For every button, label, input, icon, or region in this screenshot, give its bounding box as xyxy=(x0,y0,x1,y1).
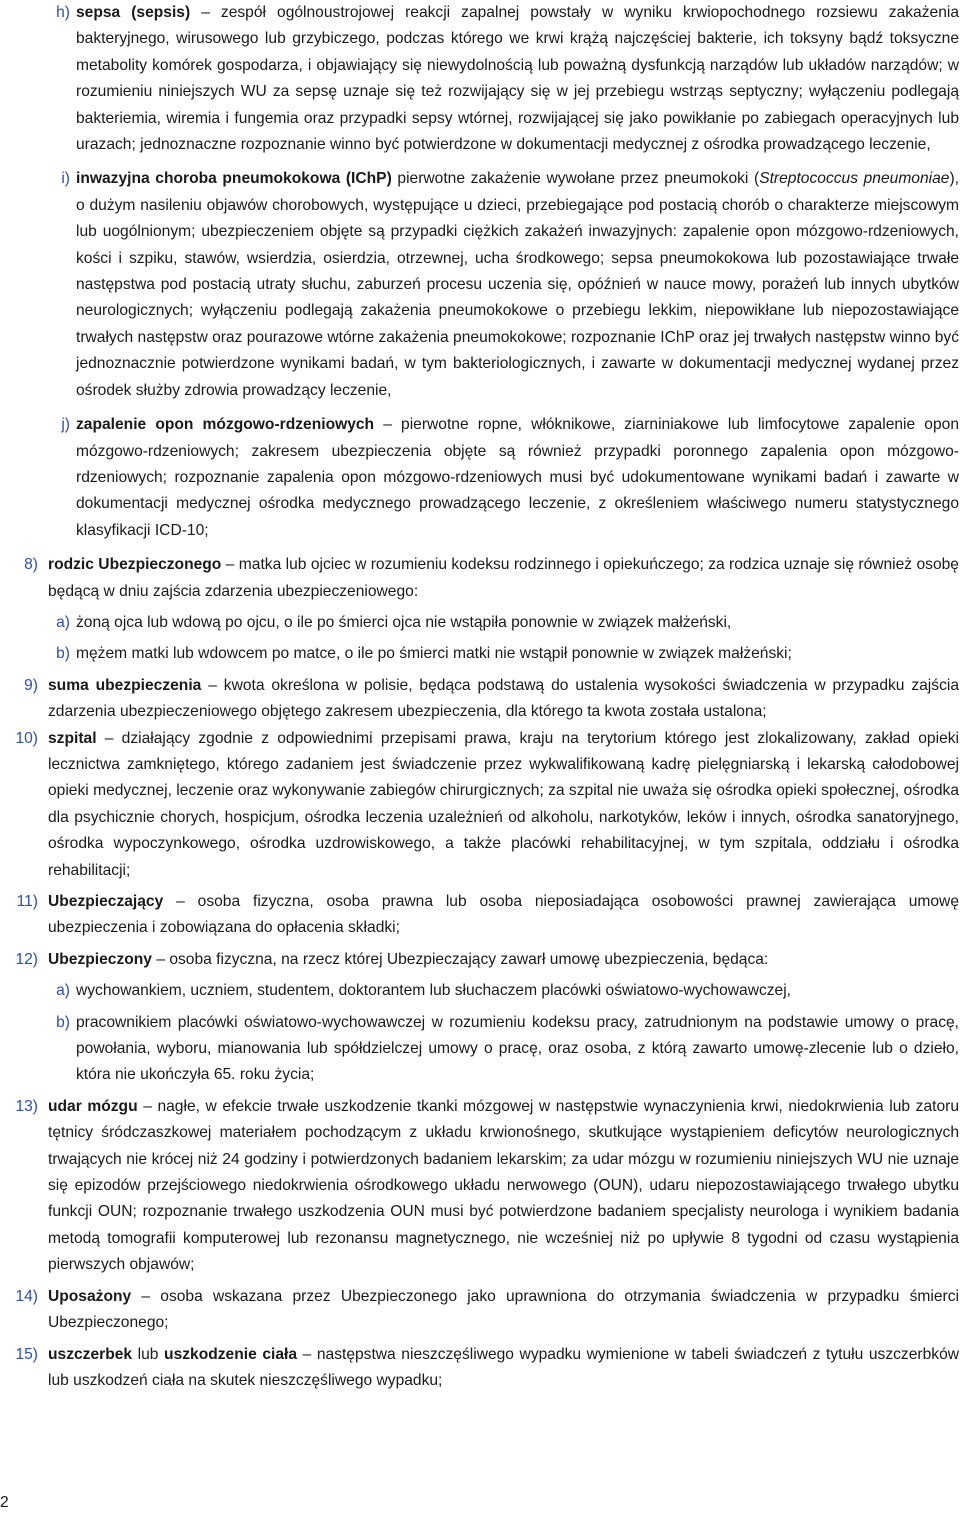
item-label: a) xyxy=(56,613,70,631)
definition-sum-insured xyxy=(24,673,959,726)
term-sum-insured: suma ubezpieczenia xyxy=(48,676,202,694)
term-beneficiary: Uposażony xyxy=(48,1287,132,1305)
connector-text: lub xyxy=(132,1345,165,1363)
definition-policyholder xyxy=(16,889,959,942)
definition-text: – osoba fizyczna, na rzecz której Ubezpieczający zawarł umowę ubezpieczenia, będąca: xyxy=(151,950,769,968)
term-insured: Ubezpieczony xyxy=(48,950,152,968)
term-sepsis: sepsa (sepsis) xyxy=(76,4,191,21)
item-label: i) xyxy=(61,170,70,188)
latin-name: Streptococcus pneumoniae xyxy=(759,170,950,188)
item-number: 8) xyxy=(24,556,38,574)
definition-insured xyxy=(15,947,959,973)
sub-item-text: mężem matki lub wdowcem po matce, o ile po śmierci matki nie wstąpił ponownie w związek małżeński; xyxy=(76,645,792,663)
definition-injury xyxy=(15,1342,959,1395)
definition-parent xyxy=(24,552,959,605)
term-ichp: inwazyjna choroba pneumokokowa (IChP) xyxy=(76,170,392,188)
definition-ichp xyxy=(61,166,959,404)
definition-sepsis xyxy=(56,0,959,158)
definition-hospital xyxy=(15,726,959,884)
item-number: 10) xyxy=(15,729,38,747)
definition-text: – następstwa nieszczęśliwego wypadku wymienione w tabeli świadczeń z tytułu uszczerbków lub uszkodzeń ciała na skutek nieszczęśliwego wypadku; xyxy=(48,1345,959,1389)
definition-text: pierwotne zakażenie wywołane przez pneumokoki ( xyxy=(391,170,760,188)
term-policyholder: Ubezpieczający xyxy=(48,893,164,910)
term-injury: uszczerbek xyxy=(48,1345,133,1363)
item-number: 13) xyxy=(15,1097,38,1115)
item-label: b) xyxy=(56,645,70,663)
definition-text: – nagłe, w efekcie trwałe uszkodzenie tkanki mózgowej w następstwie wynaczynienia krwi, niedokrwienia lub zatoru tętnicy śródczaszkowej materiałem pochodzącym z układu krwionośnego, skutkujące wystąpieniem deficytów neurologicznych trwających nie krócej niż 24 godziny i potwierdzonych badaniem lekarskim; za udar mózgu w rozumieniu niniejszych WU nie uznaje się epizodów przejściowego niedokrwienia ośrodkowego układu nerwowego (OUN), udaru niepozostawiającego trwałego ubytku funkcji OUN; rozpoznanie trwałego uszkodzenia OUN musi być potwierdzone badaniem specjalisty neurologa i wynikiem badania metodą tomografii komputerowej lub rezonansu magnetycznego, nie wcześniej niż po upływie 8 tygodni od czasu wystąpienia pierwszych objawów; xyxy=(48,1097,959,1274)
item-number: 12) xyxy=(15,950,38,968)
item-label: a) xyxy=(56,982,70,1000)
term-stroke: udar mózgu xyxy=(48,1097,138,1115)
sub-item xyxy=(56,641,959,667)
item-number: 9) xyxy=(24,676,38,694)
sub-item-text: wychowankiem, uczniem, studentem, doktorantem lub słuchaczem placówki oświatowo-wychowawczej, xyxy=(76,982,792,1000)
definition-text: – zespół ogólnoustrojowej reakcji zapalnej powstały w wyniku krwiopochodnego rozsiewu zakażenia bakteryjnego, wirusowego lub grzybiczego, podczas którego we krwi krążą najczęściej bakterie, ich toksyny bądź toksyczne metabolity komórek gospodarza, i objawiający się niewydolnością lub poważną dysfunkcją narządów lub układów narządów; w rozumieniu niniejszych WU za sepsę uznaje się też rozwijający się w jej przebiegu wstrząs septyczny; wyłączeniu podlegają bakteriemia, wiremia i fungemia oraz przypadki sepsy wtórnej, rozwijającej się jako powikłanie po zabiegach operacyjnych lub urazach; jednoznaczne rozpoznanie winno być potwierdzone w dokumentacji medycznej z ośrodka prowadzącego leczenie, xyxy=(76,4,959,154)
item-label: h) xyxy=(56,4,70,21)
item-number: 14) xyxy=(15,1287,38,1305)
definition-text: – osoba wskazana przez Ubezpieczonego jako uprawniona do otrzymania świadczenia w przypadku śmierci Ubezpieczonego; xyxy=(48,1287,959,1332)
sub-item-text: pracownikiem placówki oświatowo-wychowawczej w rozumieniu kodeksu pracy, zatrudnionym na podstawie umowy o pracę, powołania, wyboru, mianowania lub spółdzielczej umowy o pracę, oraz osoba, z którą zawarto umowę-zlecenie lub o dzieło, która nie ukończyła 65. roku życia; xyxy=(76,1013,959,1084)
term-meningitis: zapalenie opon mózgowo-rdzeniowych xyxy=(76,416,375,434)
definition-text-cont: ), o dużym nasileniu objawów chorobowych, występujące u dzieci, przebiegające pod postacią chorób o charakterze miejscowym lub uogólnionym; ubezpieczeniem objęte są przypadki ciężkich zakażeń inwazyjnych: zapalenie opon mózgowo-rdzeniowych, kości i szpiku, stawów, wsierdzia, osierdzia, otrzewnej, ucha środkowego; sepsa pneumokokowa lub pozostawiające trwałe następstwa pod postacią utraty słuchu, zaburzeń procesu uczenia się, opóźnień w nauce mowy, porażeń lub innych ubytków neurologicznych; wyłączeniu podlegają zakażenia pneumokokowe o przebiegu lekkim, niepowikłane lub niepozostawiające trwałych następstw oraz pourazowe wtórne zakażenia pneumokokowe; rozpoznanie IChP oraz jej trwałych następstw winno być jednoznacznie potwierdzone wynikami badań, w tym bakteriologicznych, i zawarte w dokumentacji medycznej wydanej przez ośrodek służby zdrowia prowadzący leczenie, xyxy=(76,170,959,399)
sub-item-text: żoną ojca lub wdową po ojcu, o ile po śmierci ojca nie wstąpiła ponownie w związek małżeński, xyxy=(76,613,732,631)
definition-text: – osoba fizyczna, osoba prawna lub osoba nieposiadająca osobowości prawnej zawierająca umowę ubezpieczenia i zobowiązana do opłacenia składki; xyxy=(48,893,959,937)
sub-item xyxy=(56,610,959,636)
definition-meningitis xyxy=(61,412,959,544)
term-hospital: szpital xyxy=(48,729,97,747)
definition-text: – działający zgodnie z odpowiednimi przepisami prawa, kraju na terytorium którego jest zlokalizowany, zakład opieki lecznictwa zamkniętego, którego zadaniem jest świadczenie przez wykwalifikowaną kadrę pielęgniarską i lekarską całodobowej opieki medycznej, leczenie oraz wykonywanie zabiegów chirurgicznych; za szpital nie uważa się ośrodka opieki społecznej, ośrodka dla psychicznie chorych, hospicjum, ośrodka leczenia uzależnień od alkoholu, narkotyków, leków i innych, ośrodka sanatoryjnego, ośrodka wypoczynkowego, ośrodka uzdrowiskowego, a także placówki rehabilitacyjnej, w tym szpitala, oddziału i ośrodka rehabilitacji; xyxy=(48,729,959,879)
term-parent: rodzic Ubezpieczonego xyxy=(48,556,222,574)
item-label: b) xyxy=(56,1013,70,1031)
sub-item xyxy=(56,1010,959,1089)
item-number: 15) xyxy=(15,1345,38,1363)
definition-text: – kwota określona w polisie, będąca podstawą do ustalenia wysokości świadczenia w przypadku zajścia zdarzenia ubezpieczeniowego objętego zakresem ubezpieczenia, dla którego ta kwota została ustalona; xyxy=(48,676,959,721)
item-number: 11) xyxy=(16,893,38,910)
page-number: 2 xyxy=(0,1494,9,1511)
definition-text: – pierwotne ropne, włóknikowe, ziarniniakowe lub limfocytowe zapalenie opon mózgowo-rdzeniowych; zakresem ubezpieczenia objęte są również przypadki poronnego zapalenia opon mózgowo-rdzeniowych; rozpoznanie zapalenia opon mózgowo-rdzeniowych musi być udokumentowane wynikami badań i zawarte w dokumentacji medycznej ośrodka medycznego prowadzącego leczenie, z określeniem właściwego numeru statystycznego klasyfikacji ICD-10; xyxy=(76,416,959,539)
definition-text: – matka lub ojciec w rozumieniu kodeksu rodzinnego i opiekuńczego; za rodzica uznaje się również osobę będącą w dniu zajścia zdarzenia ubezpieczeniowego: xyxy=(48,556,959,600)
term-bodily-injury: uszkodzenie ciała xyxy=(164,1345,298,1363)
item-label: j) xyxy=(61,416,70,434)
definition-stroke xyxy=(15,1094,959,1279)
sub-item xyxy=(56,978,959,1004)
definition-beneficiary xyxy=(15,1284,959,1337)
